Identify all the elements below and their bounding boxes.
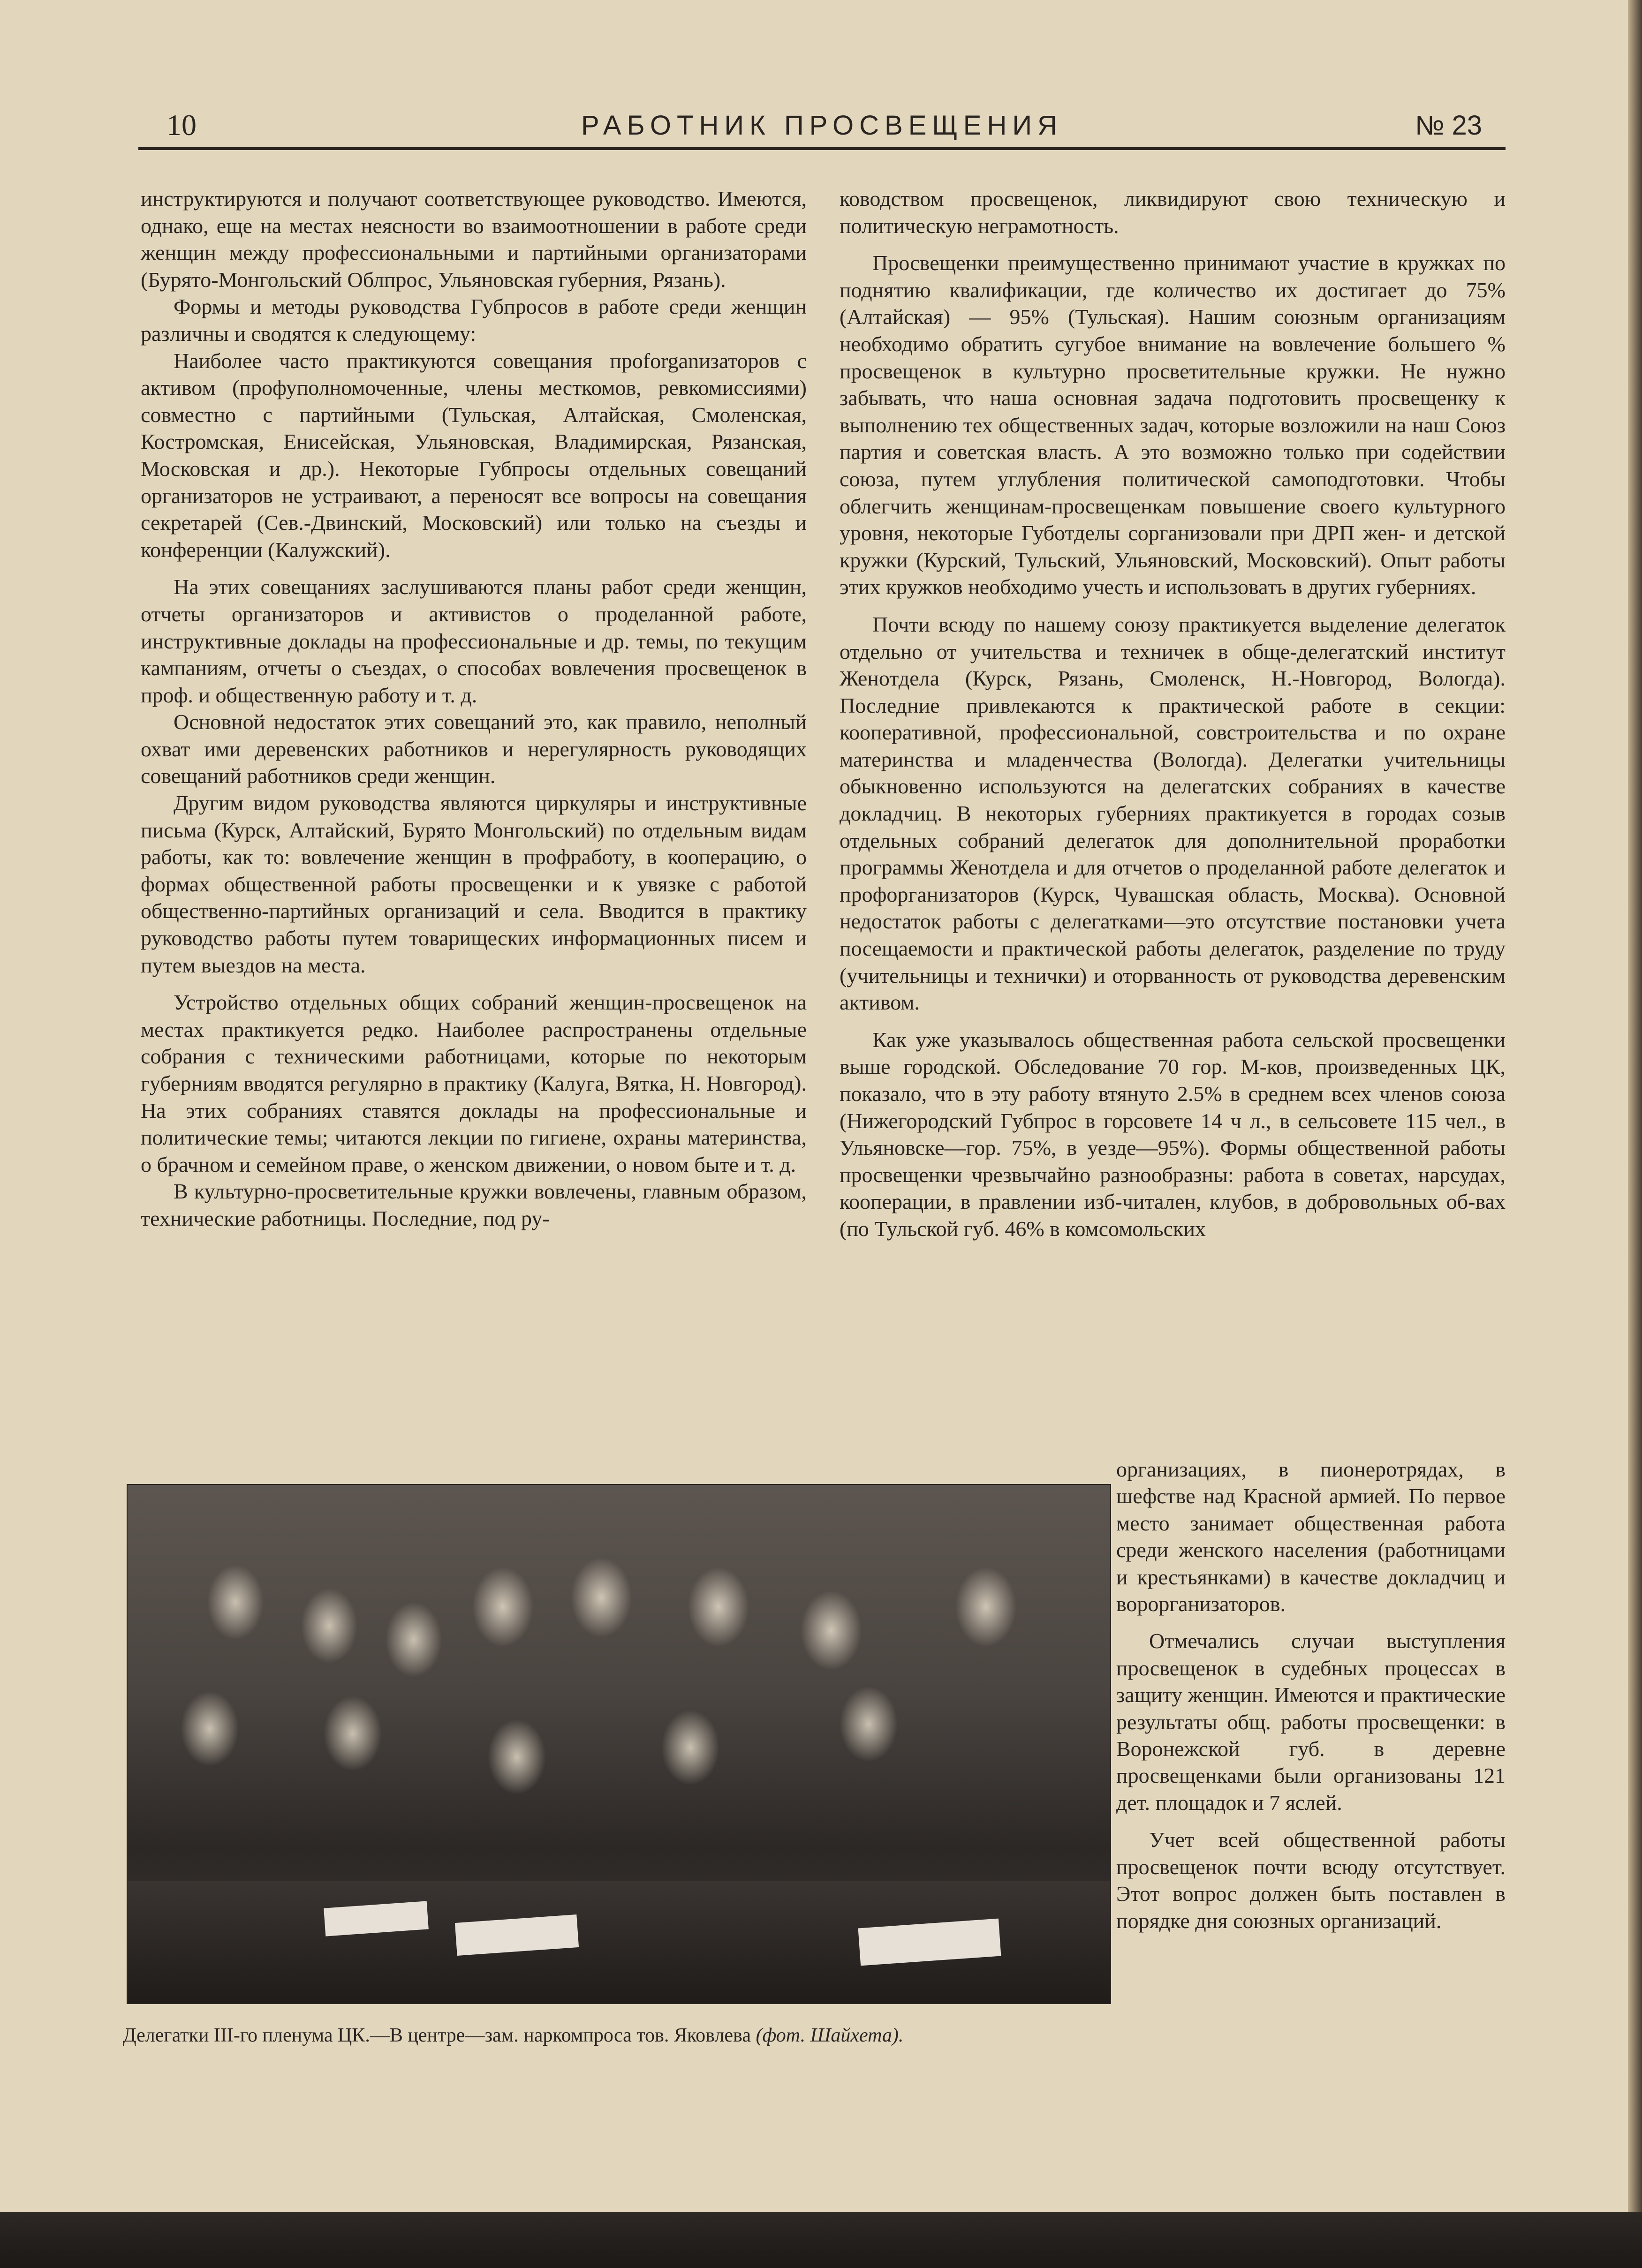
paragraph: На этих совещаниях заслушиваются планы работ среди женщин, отчеты организаторов и активистов о проделанной работе, инструктивные доклады на профессиональные и др. темы, по текущим кампаниям, отчеты о съездах, о способах вовлечения просвещенок в проф. и общественную работу и т. д. <box>141 575 807 707</box>
page-number: 10 <box>166 108 197 142</box>
page-edge <box>1628 0 1642 2268</box>
paragraph: Просвещенки преимущественно принимают участие в кружках по поднятию квалификации, где количество их достигает до 75% (Алтайская) — 95% (Тульская). Нашим союзным организациям необходимо обратить сугубое внимание на вовлечение большего % просвещенок в культурно просветительные кружки. Не нужно забывать, что наша основная задача подготовить просвещенку к выполнению тех общественных задач, которые возложили на наш Союз партия и советская власть. А это возможно только при содействии союза, путем углубления политической самоподготовки. Чтобы облегчить женщинам-просвещенкам повышение своего культурного уровня, некоторые Губотделы сорганизовали при ДРП жен- и детской кружки (Курский, Тульский, Ульяновский, Московский). Опыт работы этих кружков необходимо учесть и использовать в других губерниях. <box>840 251 1506 599</box>
right-column-bottom <box>1116 1456 1506 1934</box>
caption-text: Делегатки III-го пленума ЦК.—В центре—зам. наркомпроса тов. Яковлева <box>123 2025 751 2046</box>
left-column <box>141 185 807 1232</box>
right-column-top <box>840 185 1506 1243</box>
paragraph: организациях, в пионеротрядах, в шефстве над Красной армией. По первое место занимает общественная работа среди женского населения (работницами и крестьянками) в качестве докладчиц и ворорганизаторов. <box>1116 1457 1506 1616</box>
paragraph: Учет всей общественной работы просвещенок почти всюду отсутствует. Этот вопрос должен быть поставлен в порядке дня союзных организаций. <box>1116 1828 1506 1933</box>
paragraph: Отмечались случаи выступления просвещенок в судебных процессах в защиту женщин. Имеются и практические результаты общ. работы просвещенки: в Воронежской губ. в деревне просвещенками были организованы 121 дет. площадок и 7 яслей. <box>1116 1629 1506 1815</box>
page-bottom-shadow <box>0 2212 1642 2268</box>
paragraph: Другим видом руководства являются циркуляры и инструктивные письма (Курск, Алтайский, Бурято Монгольский) по отдельным видам работы, как то: вовлечение женщин в профработу, в кооперацию, о формах общественной работы просвещенки и к увязке с работой общественно-партийных организаций и села. Вводится в практику руководство работы путем товарищеских информационных писем и путем выездов на места. <box>141 791 807 977</box>
paragraph: В культурно-просветительные кружки вовлечены, главным образом, технические работницы. Последние, под ру- <box>141 1179 807 1230</box>
paragraph: Устройство отдельных общих собраний женщин-просвещенок на местах практикуется редко. Наиболее распространены отдельные собрания с техническими работницами, которые по некоторым губерниям вводятся регулярно в практику (Калуга, Вятка, Н. Новгород). На этих собраниях ставятся доклады на профессиональные и политические темы; читаются лекции по гигиене, охраны материнства, о брачном и семейном праве, о женском движении, о новом быте и т. д. <box>141 990 807 1176</box>
journal-title: РАБОТНИК ПРОСВЕЩЕНИЯ <box>581 110 1063 141</box>
paragraph: Почти всюду по нашему союзу практикуется выделение делегаток отдельно от учительства и техничек в обще-делегатский институт Женотдела (Курск, Рязань, Смоленск, Н.-Новгород, Вологда). Последние привлекаются к практической работе в секции: кооперативной, профессиональной, совстроительства и по охране материнства и младенчества (Вологда). Делегатки учительницы обыкновенно используются на делегатских собраниях в качестве докладчиц. В некоторых губерниях практикуется в городах созыв отдельных собраний делегаток для дополнительной проработки программы Женотдела и для отчетов о проделанной работе делегаток и профорганизаторов (Курск, Чувашская область, Москва). Основной недостаток работы с делегатками—это отсутствие постановки учета посещаемости и практической работы делегаток, разделение по труду (учительницы и технички) и оторванность от руководства деревенским активом. <box>840 612 1506 1015</box>
paragraph: Основной недостаток этих совещаний это, как правило, неполный охват ими деревенских работников и нерегулярность руководящих совещаний работников среди женщин. <box>141 710 807 788</box>
photo-caption <box>123 2024 1117 2047</box>
caption-credit: (фот. Шайхета). <box>756 2025 904 2046</box>
paragraph: ководством просвещенок, ликвидируют свою техническую и политическую неграмотность. <box>840 187 1506 238</box>
paragraph: Формы и методы руководства Губпросов в работе среди женщин различны и сводятся к следующему: <box>141 294 807 346</box>
paragraph: Как уже указывалось общественная работа сельской просвещенки выше городской. Обследование 70 гор. М-ков, произведенных ЦК, показало, что в эту работу втянуто 2.5% в среднем всех членов союза (Нижегородский Губпрос в горсовете 14 ч л., в сельсовете 115 чел., в Ульяновске—гор. 75%, в уезде—95%). Формы общественной работы просвещенки чрезвычайно разнообразны: работа в советах, нарсудах, кооперации, в правлении изб-читален, клубов, в добровольных об-вах (по Тульской губ. 46% в комсомольских <box>840 1027 1506 1241</box>
page-header <box>138 103 1506 150</box>
group-photo <box>127 1484 1111 2004</box>
paragraph: инструктируются и получают соответствующее руководство. Имеются, однако, еще на местах неясности во взаимоотношении в работе среди женщин между профессиональными и партийными организаторами (Бурято-Монгольский Облпрос, Ульяновская губерния, Рязань). <box>141 187 807 292</box>
header-rule <box>138 147 1506 150</box>
issue-number: № 23 <box>1415 110 1482 141</box>
paragraph: Наиболее часто практикуются совещания проforganизаторов с активом (профуполномоченные, члены месткомов, ревкомиссиями) совместно с партийными (Тульская, Алтайская, Смоленская, Костромская, Енисейская, Ульяновская, Владимирская, Рязанская, Московская и др.). Некоторые Губпросы отдельных совещаний организаторов не устраивают, а переносят все вопросы на совещания секретарей (Сев.-Двинский, Московский) или только на съезды и конференции (Калужский). <box>141 348 807 562</box>
